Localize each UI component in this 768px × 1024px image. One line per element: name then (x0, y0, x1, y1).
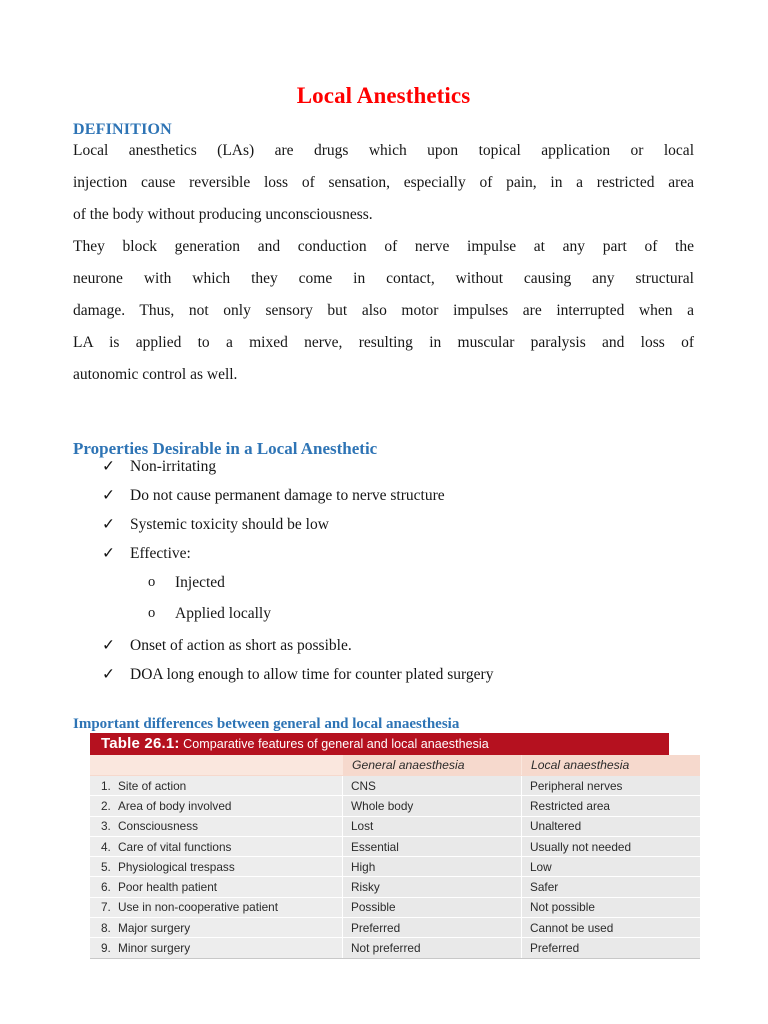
row-index: 6. (101, 880, 111, 895)
circle-bullet-icon: o (148, 574, 156, 590)
cell-feature (90, 836, 343, 856)
list-item-label: Systemic toxicity should be low (130, 516, 329, 533)
heading-important-differences: Important differences between general and local anaesthesia (73, 716, 460, 733)
cell-feature (90, 897, 343, 917)
cell-feature (90, 938, 343, 958)
table-row (90, 776, 700, 796)
cell-general: Risky (343, 877, 522, 897)
cell-general: Essential (343, 836, 522, 856)
page-title: Local Anesthetics (296, 83, 471, 109)
paragraph-line: LA is applied to a mixed nerve, resulting in muscular paralysis and loss of (73, 334, 694, 351)
paragraph-line: neurone with which they come in contact, without causing any structural (73, 270, 694, 287)
table-caption-text: Comparative features of general and local anaesthesia (179, 737, 489, 751)
cell-local: Peripheral nerves (522, 776, 701, 796)
list-item (148, 603, 271, 624)
table-row (90, 938, 700, 958)
paragraph-line: autonomic control as well. (73, 366, 238, 383)
row-index: 1. (101, 778, 111, 793)
table-row (90, 897, 700, 917)
row-feature-label: Area of body involved (118, 798, 232, 813)
paragraph-line: injection cause reversible loss of sensation, especially of pain, in a restricted area (73, 174, 694, 191)
list-item (102, 635, 352, 656)
table-row (90, 836, 700, 856)
list-item-label: Do not cause permanent damage to nerve structure (130, 487, 445, 504)
row-feature-label: Major surgery (118, 920, 191, 935)
list-item (102, 664, 493, 685)
column-header-general: General anaesthesia (343, 755, 522, 776)
table-caption (90, 733, 669, 755)
list-item (102, 514, 329, 535)
cell-general: Whole body (343, 796, 522, 816)
row-feature-label: Minor surgery (118, 941, 191, 956)
row-index: 8. (101, 920, 111, 935)
row-feature-label: Use in non-cooperative patient (118, 900, 279, 915)
heading-definition: DEFINITION (73, 121, 172, 139)
check-mark-icon: ✓ (102, 458, 115, 475)
column-header-feature (90, 755, 343, 776)
check-mark-icon: ✓ (102, 637, 115, 654)
cell-local: Preferred (522, 938, 701, 958)
check-mark-icon: ✓ (102, 666, 115, 683)
table-grid (90, 755, 700, 959)
circle-bullet-icon: o (148, 605, 156, 621)
row-index: 9. (101, 941, 111, 956)
list-item-label: DOA long enough to allow time for counter plated surgery (130, 666, 494, 683)
cell-local: Safer (522, 877, 701, 897)
row-feature-label: Physiological trespass (118, 859, 235, 874)
cell-feature (90, 877, 343, 897)
cell-local: Restricted area (522, 796, 701, 816)
check-mark-icon: ✓ (102, 487, 115, 504)
row-index: 2. (101, 798, 111, 813)
list-item-label: Onset of action as short as possible. (130, 637, 352, 654)
paragraph-line: damage. Thus, not only sensory but also motor impulses are interrupted when a (73, 302, 694, 319)
cell-general: High (343, 857, 522, 877)
table-row (90, 857, 700, 877)
table-row (90, 918, 700, 938)
column-header-local: Local anaesthesia (522, 755, 701, 776)
table-row (90, 796, 700, 816)
cell-general: Not preferred (343, 938, 522, 958)
paragraph-line: Local anesthetics (LAs) are drugs which upon topical application or local (73, 142, 694, 159)
cell-general: Possible (343, 897, 522, 917)
list-item (102, 485, 445, 506)
row-index: 7. (101, 900, 111, 915)
row-feature-label: Consciousness (118, 819, 198, 834)
paragraph-line: They block generation and conduction of nerve impulse at any part of the (73, 238, 694, 255)
cell-feature (90, 857, 343, 877)
list-item (148, 572, 225, 593)
list-item-label: Effective: (130, 545, 191, 562)
cell-general: Preferred (343, 918, 522, 938)
list-item-label: Injected (175, 574, 225, 591)
list-item-label: Applied locally (175, 605, 271, 622)
cell-local: Not possible (522, 897, 701, 917)
cell-local: Cannot be used (522, 918, 701, 938)
cell-general: Lost (343, 816, 522, 836)
table-row (90, 877, 700, 897)
paragraph-line: of the body without producing unconsciousness. (73, 206, 373, 223)
row-index: 4. (101, 839, 111, 854)
cell-feature (90, 776, 343, 796)
paragraph-definition-1 (73, 135, 694, 231)
cell-local: Low (522, 857, 701, 877)
table-caption-number: Table 26.1: (101, 735, 180, 752)
table-row (90, 816, 700, 836)
heading-properties-desirable: Properties Desirable in a Local Anesthetic (73, 439, 378, 459)
table-header-row (90, 755, 700, 776)
row-feature-label: Care of vital functions (118, 839, 232, 854)
row-feature-label: Site of action (118, 778, 187, 793)
cell-feature (90, 918, 343, 938)
row-index: 5. (101, 859, 111, 874)
comparison-table (90, 733, 669, 959)
list-item-label: Non-irritating (130, 458, 217, 475)
paragraph-definition-2 (73, 231, 694, 391)
list-item (102, 456, 216, 477)
check-mark-icon: ✓ (102, 516, 115, 533)
list-item (102, 543, 191, 564)
cell-feature (90, 796, 343, 816)
cell-general: CNS (343, 776, 522, 796)
row-feature-label: Poor health patient (118, 880, 218, 895)
cell-local: Unaltered (522, 816, 701, 836)
row-index: 3. (101, 819, 111, 834)
cell-feature (90, 816, 343, 836)
check-mark-icon: ✓ (102, 545, 115, 562)
cell-local: Usually not needed (522, 836, 701, 856)
